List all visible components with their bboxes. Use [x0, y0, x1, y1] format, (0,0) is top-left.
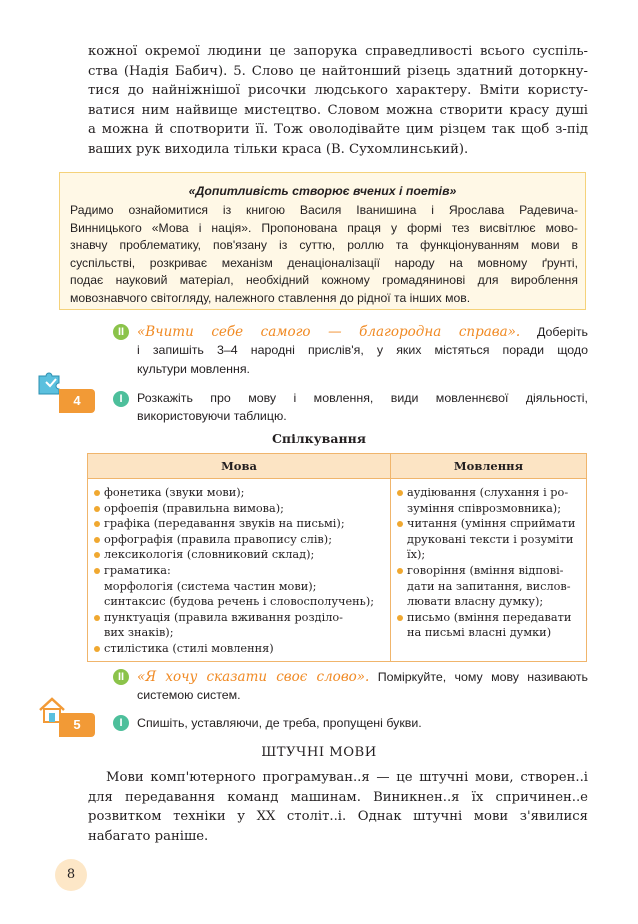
text-line: подає науковий матеріал, необхідний кожному громадянинові для вироблення	[70, 273, 578, 288]
table-list-text: стилістика (стилі мовлення)	[104, 641, 274, 655]
text-line: Мови комп'ютерного програмуван..я — це штучні мови, створен..і	[106, 770, 588, 785]
task-heading: «Я хочу сказати своє слово».	[137, 669, 370, 685]
bullet-dot-icon	[397, 521, 403, 527]
task-line: культури мовлення.	[137, 361, 250, 376]
communication-table	[87, 453, 587, 662]
task-system	[137, 668, 588, 705]
table-list-item	[94, 485, 384, 501]
table-list-item	[94, 501, 384, 517]
top-paragraph	[88, 42, 588, 160]
bullet-dot-icon	[94, 521, 100, 527]
text-line: суспільстві, розкриває механізм денаціоналізації народу на мовному ґрунті,	[70, 255, 578, 270]
task-line	[137, 668, 588, 686]
table-list-text: письмо (вміння передавати	[407, 610, 572, 624]
task-proverbs	[137, 323, 588, 378]
text-line: кожної окремої людини це запорука справедливості всього суспіль-	[88, 44, 588, 59]
bullet-dot-icon	[94, 615, 100, 621]
table-list-text: на письмі власні думки)	[407, 626, 552, 640]
table-list-text: лексикологія (словниковий склад);	[104, 548, 315, 562]
table-list-text: орфографія (правила правопису слів);	[104, 532, 333, 546]
task-line	[137, 323, 588, 341]
table-list-text: граматика:	[104, 563, 171, 577]
table-list-item	[94, 610, 384, 641]
task-line: Розкажіть про мову і мовлення, види мовленнєвої діяльності,	[137, 391, 588, 405]
table-list-text: вих знаків);	[104, 626, 174, 640]
table-title: Спілкування	[271, 431, 366, 446]
table-list-item	[397, 563, 580, 610]
text-line: а можна й спотворити її. Тож оволодівайте цим різцем так щоб з-під	[88, 122, 588, 138]
task-text: Доберіть	[536, 325, 588, 339]
table-list-item	[94, 563, 384, 610]
table-list-text: лювати власну думку);	[407, 595, 544, 609]
table-list-item	[397, 516, 580, 563]
table-list-item	[94, 516, 384, 532]
column-header-language: Мова	[88, 454, 391, 479]
language-cell	[88, 479, 391, 662]
table-list-text: читання (уміння сприймати	[407, 517, 576, 531]
task-5-text: Спишіть, уставляючи, де треба, пропущені букви.	[137, 716, 422, 730]
table-list-text: аудіювання (слухання і ро-	[407, 486, 569, 499]
page-number: 8	[55, 859, 87, 891]
table-list-item	[94, 532, 384, 548]
task-heading: «Вчити себе самого — благородна справа».	[137, 324, 521, 340]
text-line: розвитком техніки у XX століт..і. Однак штучні мови з'явилися	[88, 809, 588, 825]
text-line: ваших рук виходила тільки краса (В. Сухомлинський).	[88, 141, 469, 157]
text-line: Винницького «Мова і нація». Пропонована праця у формі тез висвітлює мово-	[70, 220, 578, 235]
text-line: ватися ним найвище мистецтво. Словом можна створити красу душі	[88, 102, 588, 118]
table-list-text: друковані тексти і розуміти	[407, 532, 574, 546]
speech-list	[391, 479, 586, 645]
text-line: для передавання команд машинам. Виникнен..я їх спричинен..е	[88, 789, 588, 805]
table-list-item	[397, 485, 580, 516]
text-line: Радимо ознайомитися із книгою Василя Іванишина і Ярослава Радевича-	[70, 203, 578, 217]
level-two-badge: II	[113, 324, 129, 340]
bullet-dot-icon	[397, 568, 403, 574]
table-list-item	[94, 547, 384, 563]
table-row	[88, 479, 587, 662]
text-line: ства (Надія Бабич). 5. Слово це найтонший різець здатний доторкну-	[88, 63, 588, 79]
text-line: тися до найніжнішої рисочки людського характеру. Вміти користу-	[88, 83, 588, 99]
level-two-badge: II	[113, 669, 129, 685]
text-line: мовознавчого світогляду, належного ставлення до рідної та інших мов.	[70, 290, 471, 305]
bullet-dot-icon	[94, 646, 100, 652]
bullet-dot-icon	[94, 537, 100, 543]
table-header-row	[88, 454, 587, 479]
bullet-dot-icon	[397, 615, 403, 621]
table-list-text: фонетика (звуки мови);	[104, 486, 245, 499]
language-list	[88, 479, 390, 661]
task-line: використовуючи таблицю.	[137, 409, 287, 424]
speech-cell	[391, 479, 587, 662]
bullet-dot-icon	[94, 490, 100, 496]
text-line: набагато раніше.	[88, 828, 209, 844]
box-text	[70, 202, 578, 308]
task-4-text	[137, 389, 588, 426]
task-line: і запишіть 3–4 народні прислів'я, у яких містяться поради щодо	[137, 343, 588, 358]
bullet-dot-icon	[94, 506, 100, 512]
bullet-dot-icon	[94, 568, 100, 574]
bullet-dot-icon	[94, 552, 100, 558]
column-header-speech: Мовлення	[391, 454, 587, 479]
bullet-dot-icon	[397, 490, 403, 496]
table-list-item	[94, 641, 384, 657]
task-text: Поміркуйте, чому мову називають	[377, 670, 588, 684]
task-number-4: 4	[59, 389, 95, 413]
text-line: знавчу проблематику, пов'язану із суттю, роллю та функціонуванням мови в	[70, 238, 578, 253]
section-title: ШТУЧНІ МОВИ	[261, 745, 377, 760]
table-list-text: орфоепія (правильна вимова);	[104, 501, 284, 515]
table-list-text: їх);	[407, 548, 426, 562]
section-paragraph	[88, 768, 588, 846]
table-list-text: говоріння (вміння відпові-	[407, 563, 564, 577]
table-list-text: дати на запитання, вислов-	[407, 579, 571, 593]
table-list-text: синтаксис (будова речень і словосполучень);	[104, 595, 375, 609]
level-one-badge: I	[113, 715, 129, 731]
box-title: «Допитливість створює вчених і поетів»	[188, 184, 457, 198]
table-list-text: зуміння співрозмовника);	[407, 501, 562, 515]
level-one-badge: I	[113, 391, 129, 407]
task-number-5: 5	[59, 713, 95, 737]
table-list-text: пунктуація (правила вживання розділо-	[104, 610, 343, 624]
table-list-text: морфологія (система частин мови);	[104, 579, 317, 593]
table-list-item	[397, 610, 580, 641]
task-line: системою систем.	[137, 688, 241, 703]
book-recommendation-box	[59, 172, 586, 310]
table-list-text: графіка (передавання звуків на письмі);	[104, 517, 345, 531]
